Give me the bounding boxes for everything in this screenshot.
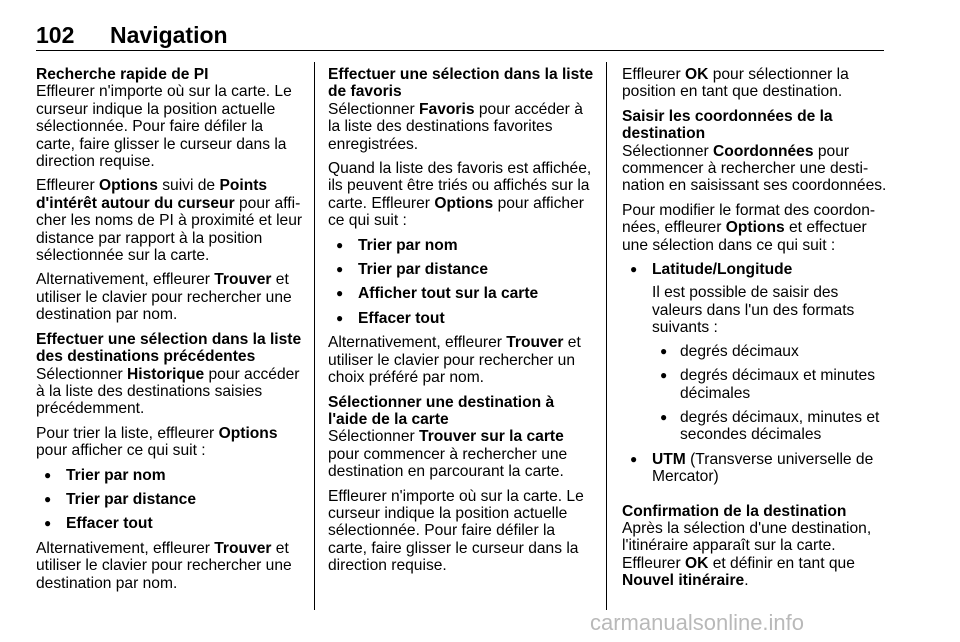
list-item: ● Trier par distance (36, 491, 304, 508)
page-number: 102 (36, 22, 75, 48)
list-item: ● Effacer tout (36, 515, 304, 532)
list-item: ● UTM (Transverse universelle de Mercator) (622, 451, 890, 486)
paragraph: Sélectionner Trouver sur la carte pour commencer à rechercher une destination en parcourant la carte. (328, 428, 568, 481)
list-item: ● degrés décimaux (652, 343, 890, 360)
list-item: ● Trier par nom (36, 467, 304, 484)
paragraph: Alternativement, effleurer Trouver et utiliser le clavier pour rechercher une destination par nom. (36, 271, 292, 324)
paragraph: Effleurer OK et définir en tant que Nouvel itinéraire. (622, 554, 855, 590)
bullet-list (36, 467, 304, 533)
paragraph: Sélectionner Historique pour accéder à la liste des destinations saisies précédemment. (36, 365, 300, 418)
page-header (36, 22, 228, 49)
watermark: carmanualsonline.info (590, 610, 805, 635)
page-title: Navigation (110, 22, 228, 48)
paragraph: Effleurer OK pour sélectionner la position en tant que destination. (622, 66, 849, 101)
section-heading: Confirmation de la destination (622, 502, 847, 520)
list-item: ● Latitude/Longitude Il est possible de saisir des valeurs dans l'un des formats suivants : ● degrés décimaux ● degrés décimaux et minutes décimales ● degrés décimaux, minutes et secondes décimales (622, 261, 890, 444)
paragraph: Pour modifier le format des coordonnées, effleurer Options et effectuer une sélection dans ce qui suit : (622, 201, 876, 254)
paragraph: Pour trier la liste, effleurer Options pour afficher ce qui suit : (36, 424, 278, 460)
paragraph: Alternativement, effleurer Trouver et utiliser le clavier pour rechercher un choix préféré par nom. (328, 334, 581, 387)
header-rule (36, 50, 884, 51)
paragraph: Effleurer n'importe où sur la carte. Le curseur indique la position actuelle sélectionnée. Pour faire défiler la carte, faire glisser le curseur dans la direction requise. (36, 83, 292, 171)
section-heading: Effectuer une sélection dans la liste de favoris (328, 66, 594, 101)
column-2 (328, 66, 596, 582)
section-heading: Effectuer une sélection dans la liste des destinations précédentes (36, 330, 302, 366)
sub-bullet-list (652, 343, 890, 444)
list-item: ● degrés décimaux et minutes décimales (652, 367, 890, 402)
list-item: ● Trier par distance (328, 261, 596, 278)
column-1 (36, 66, 304, 599)
paragraph: Effleurer n'importe où sur la carte. Le curseur indique la position actuelle sélectionnée. Pour faire défiler la carte, faire glisser le curseur dans la direction requise. (328, 487, 584, 575)
list-item: ● degrés décimaux, minutes et secondes décimales (652, 409, 890, 444)
paragraph: Effleurer Options suivi de Points d'intérêt autour du curseur pour afficher les noms de PI à proximité et leur distance par rapport à la position sélectionnée sur la carte. (36, 177, 303, 265)
list-item: ● Trier par nom (328, 237, 596, 254)
bullet-list (328, 237, 596, 328)
column-3 (622, 66, 890, 597)
paragraph: Sélectionner Coordonnées pour commencer à rechercher une destination en saisissant ses coordonnées. (622, 142, 887, 195)
paragraph: Quand la liste des favoris est affichée, ils peuvent être triés ou affichés sur la carte. Effleurer Options pour afficher ce qui suit : (328, 160, 592, 230)
list-item-description: Il est possible de saisir des valeurs dans l'un des formats suivants : (652, 284, 855, 337)
bullet-list (622, 261, 890, 485)
column-divider (314, 62, 315, 610)
section-heading: Saisir les coordonnées de la destination (622, 107, 833, 143)
section-heading: Recherche rapide de PI (36, 66, 209, 83)
paragraph: Sélectionner Favoris pour accéder à la liste des destinations favorites enregistrées. (328, 100, 583, 153)
list-item: ● Afficher tout sur la carte (328, 285, 596, 302)
paragraph: Après la sélection d'une destination, l'itinéraire apparaît sur la carte. (622, 519, 872, 555)
section-heading: Sélectionner une destination à l'aide de la carte (328, 393, 555, 428)
column-divider (606, 62, 607, 610)
paragraph: Alternativement, effleurer Trouver et utiliser le clavier pour rechercher une destination par nom. (36, 539, 292, 592)
list-item: ● Effacer tout (328, 310, 596, 327)
